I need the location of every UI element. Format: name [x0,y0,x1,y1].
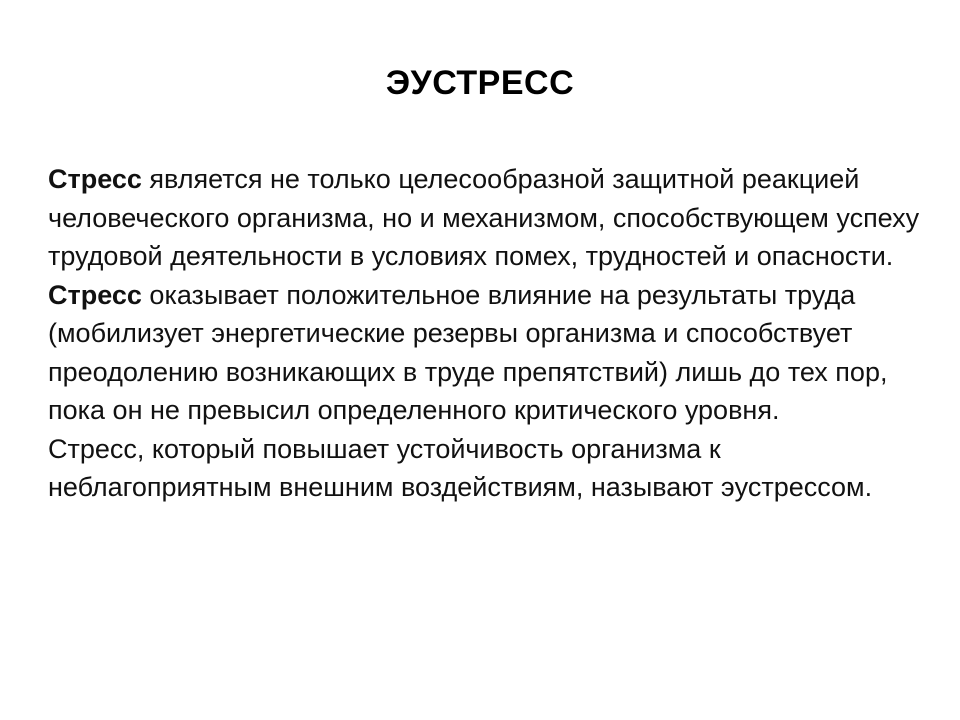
paragraph-1-text: является не только целесообразной защитной реакцией человеческого организма, но и механизмом, способствующем успеху трудовой деятельности в условиях помех, трудностей и опасности. [48,164,920,271]
paragraph-2-text: оказывает положительное влияние на результаты труда (мобилизует энергетические резервы организма и способствует преодолению возникающих в труде препятствий) лишь до тех пор, пока он не превысил определенного критического уровня. [48,279,888,425]
paragraph-3 [48,430,928,507]
paragraph-2 [48,276,928,430]
paragraph-1 [48,160,928,276]
paragraph-3-text: Стресс, который повышает устойчивость организма к неблагоприятным внешним воздействиям, называют эустрессом. [48,433,873,502]
slide-body [48,160,928,507]
paragraph-1-term: Стресс [48,164,142,194]
slide-title: ЭУСТРЕСС [385,64,575,102]
paragraph-2-term: Стресс [48,279,142,310]
